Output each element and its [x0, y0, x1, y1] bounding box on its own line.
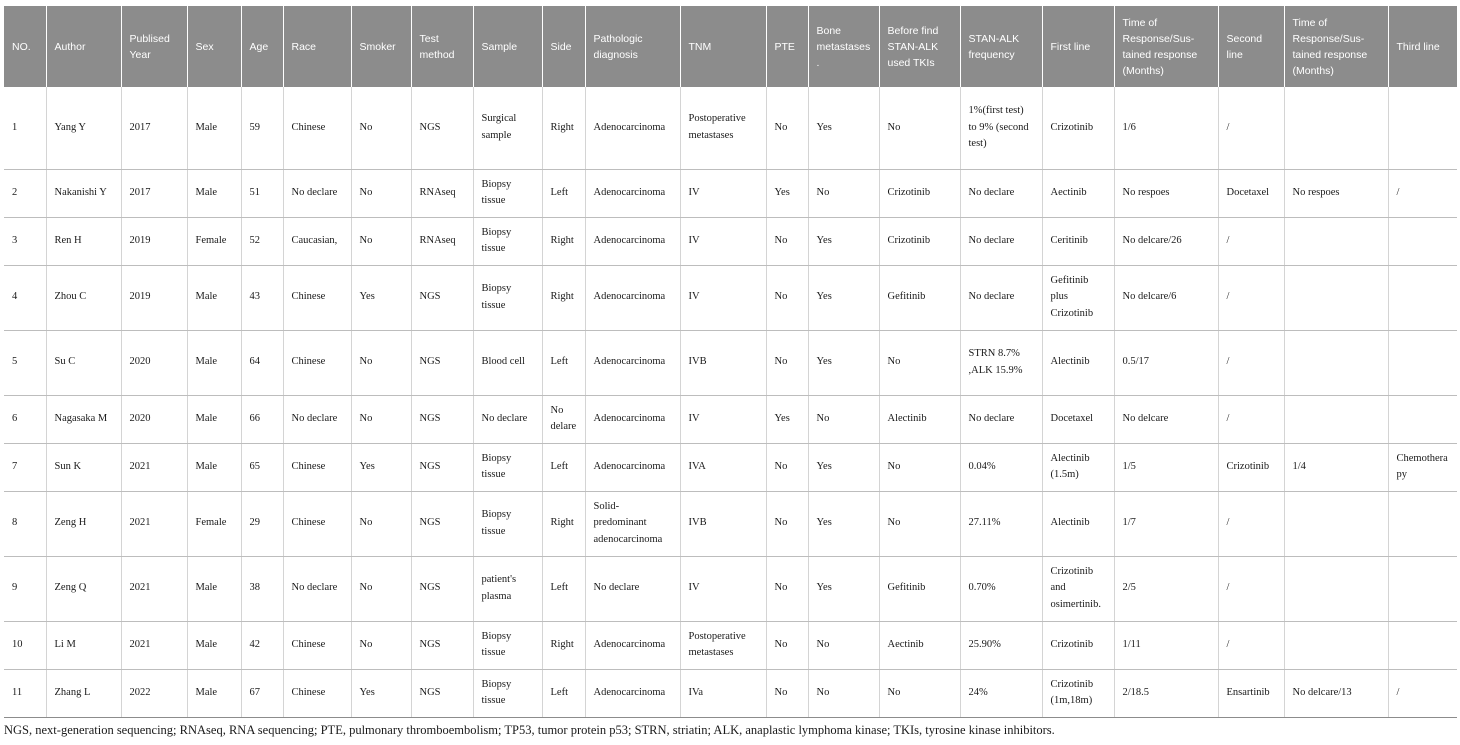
- table-cell: /: [1218, 395, 1284, 443]
- table-cell: 2021: [121, 621, 187, 669]
- table-cell: 1/4: [1284, 443, 1388, 491]
- header-row: [4, 6, 1457, 87]
- table-cell: Left: [542, 443, 585, 491]
- table-cell: 29: [241, 491, 283, 556]
- table-cell: No: [766, 443, 808, 491]
- table-cell: [1388, 395, 1457, 443]
- table-cell: Crizotinib: [1042, 87, 1114, 169]
- table-cell: 43: [241, 265, 283, 330]
- table-cell: Female: [187, 217, 241, 265]
- table-cell: [1284, 621, 1388, 669]
- table-cell: Biopsy tissue: [473, 265, 542, 330]
- table-cell: 2019: [121, 217, 187, 265]
- table-cell: NGS: [411, 265, 473, 330]
- table-row: [4, 491, 1457, 556]
- table-cell: Adenocarcinoma: [585, 265, 680, 330]
- table-cell: /: [1218, 621, 1284, 669]
- table-cell: Adenocarcinoma: [585, 217, 680, 265]
- table-cell: NGS: [411, 87, 473, 169]
- table-cell: [1388, 330, 1457, 395]
- table-cell: Blood cell: [473, 330, 542, 395]
- table-cell: IVA: [680, 443, 766, 491]
- table-cell: Zeng H: [46, 491, 121, 556]
- table-cell: No delcare/6: [1114, 265, 1218, 330]
- table-cell: 38: [241, 556, 283, 621]
- table-cell: 24%: [960, 669, 1042, 717]
- table-cell: No respoes: [1284, 169, 1388, 217]
- col-header-race: Race: [283, 6, 351, 87]
- table-cell: Chinese: [283, 265, 351, 330]
- table-cell: 59: [241, 87, 283, 169]
- table-cell: No delcare/26: [1114, 217, 1218, 265]
- table-cell: 6: [4, 395, 46, 443]
- table-row: [4, 443, 1457, 491]
- col-header-test-method: Test method: [411, 6, 473, 87]
- table-cell: Biopsy tissue: [473, 669, 542, 717]
- table-cell: Male: [187, 87, 241, 169]
- table-cell: Chemotherapy: [1388, 443, 1457, 491]
- table-cell: 3: [4, 217, 46, 265]
- table-cell: Su C: [46, 330, 121, 395]
- col-header-author: Author: [46, 6, 121, 87]
- table-cell: /: [1388, 669, 1457, 717]
- table-cell: [1284, 87, 1388, 169]
- table-cell: 25.90%: [960, 621, 1042, 669]
- table-cell: Yes: [351, 265, 411, 330]
- col-header-second-response: Time of Response/Sus-tained response (Months): [1284, 6, 1388, 87]
- table-cell: /: [1218, 87, 1284, 169]
- table-cell: No: [766, 265, 808, 330]
- col-header-smoker: Smoker: [351, 6, 411, 87]
- table-cell: /: [1218, 330, 1284, 395]
- table-cell: Yes: [808, 491, 879, 556]
- table-cell: 52: [241, 217, 283, 265]
- table-cell: 27.11%: [960, 491, 1042, 556]
- table-cell: Chinese: [283, 491, 351, 556]
- table-cell: No: [766, 330, 808, 395]
- table-cell: No: [766, 491, 808, 556]
- table-cell: Postoperative metastases: [680, 621, 766, 669]
- table-cell: No: [808, 395, 879, 443]
- table-cell: Zhang L: [46, 669, 121, 717]
- table-cell: 65: [241, 443, 283, 491]
- table-cell: Gefitinib: [879, 265, 960, 330]
- table-cell: 2017: [121, 87, 187, 169]
- table-cell: Caucasian,: [283, 217, 351, 265]
- table-cell: Right: [542, 217, 585, 265]
- table-cell: NGS: [411, 556, 473, 621]
- col-header-second-line: Second line: [1218, 6, 1284, 87]
- table-cell: Ensartinib: [1218, 669, 1284, 717]
- table-cell: 51: [241, 169, 283, 217]
- table-cell: Male: [187, 395, 241, 443]
- table-cell: Male: [187, 330, 241, 395]
- table-row: [4, 395, 1457, 443]
- table-cell: /: [1218, 491, 1284, 556]
- table-cell: No: [879, 669, 960, 717]
- col-header-third-line: Third line: [1388, 6, 1457, 87]
- table-cell: patient's plasma: [473, 556, 542, 621]
- table-body: [4, 87, 1457, 717]
- table-cell: No: [808, 669, 879, 717]
- table-cell: No declare: [960, 217, 1042, 265]
- table-cell: No declare: [283, 395, 351, 443]
- table-cell: Surgical sample: [473, 87, 542, 169]
- table-cell: /: [1388, 169, 1457, 217]
- table-cell: Crizotinib and osimertinib.: [1042, 556, 1114, 621]
- table-cell: 2021: [121, 443, 187, 491]
- table-cell: Crizotinib: [879, 217, 960, 265]
- table-cell: Zhou C: [46, 265, 121, 330]
- table-cell: 2021: [121, 556, 187, 621]
- table-cell: Nakanishi Y: [46, 169, 121, 217]
- table-cell: Adenocarcinoma: [585, 443, 680, 491]
- col-header-side: Side: [542, 6, 585, 87]
- table-cell: No: [766, 621, 808, 669]
- col-header-prior-tkis: Before find STAN-ALK used TKIs: [879, 6, 960, 87]
- table-cell: Biopsy tissue: [473, 443, 542, 491]
- table-cell: Crizotinib: [1042, 621, 1114, 669]
- table-cell: No: [351, 217, 411, 265]
- table-cell: No declare: [283, 556, 351, 621]
- table-cell: Right: [542, 265, 585, 330]
- table-cell: [1284, 217, 1388, 265]
- table-cell: RNAseq: [411, 169, 473, 217]
- table-cell: Female: [187, 491, 241, 556]
- table-cell: Chinese: [283, 669, 351, 717]
- table-cell: No declare: [960, 395, 1042, 443]
- table-cell: 42: [241, 621, 283, 669]
- table-wrapper: [4, 6, 1456, 718]
- table-cell: 0.5/17: [1114, 330, 1218, 395]
- table-cell: 66: [241, 395, 283, 443]
- table-cell: Left: [542, 330, 585, 395]
- table-cell: 1/6: [1114, 87, 1218, 169]
- table-cell: Male: [187, 265, 241, 330]
- table-cell: [1388, 621, 1457, 669]
- table-cell: No: [766, 556, 808, 621]
- table-cell: No delcare: [1114, 395, 1218, 443]
- table-cell: 2020: [121, 330, 187, 395]
- table-row: [4, 169, 1457, 217]
- table-cell: No declare: [960, 265, 1042, 330]
- table-cell: Gefitinib: [879, 556, 960, 621]
- table-cell: Gefitinib plus Crizotinib: [1042, 265, 1114, 330]
- table-cell: IV: [680, 556, 766, 621]
- table-cell: Adenocarcinoma: [585, 395, 680, 443]
- table-cell: Right: [542, 87, 585, 169]
- col-header-no: NO.: [4, 6, 46, 87]
- table-cell: 0.70%: [960, 556, 1042, 621]
- table-cell: NGS: [411, 395, 473, 443]
- table-cell: [1284, 491, 1388, 556]
- table-cell: Yes: [808, 556, 879, 621]
- table-cell: 5: [4, 330, 46, 395]
- table-cell: Right: [542, 621, 585, 669]
- col-header-frequency: STAN-ALK frequency: [960, 6, 1042, 87]
- table-cell: 2022: [121, 669, 187, 717]
- table-cell: Ren H: [46, 217, 121, 265]
- table-cell: Yes: [808, 265, 879, 330]
- table-cell: 10: [4, 621, 46, 669]
- table-cell: Adenocarcinoma: [585, 669, 680, 717]
- table-cell: No: [808, 169, 879, 217]
- table-cell: Adenocarcinoma: [585, 87, 680, 169]
- table-cell: Yang Y: [46, 87, 121, 169]
- table-cell: Chinese: [283, 87, 351, 169]
- table-cell: Chinese: [283, 443, 351, 491]
- data-table: [4, 6, 1457, 718]
- table-cell: Male: [187, 669, 241, 717]
- table-cell: Biopsy tissue: [473, 217, 542, 265]
- col-header-first-response: Time of Response/Sus-tained response (Months): [1114, 6, 1218, 87]
- table-cell: No delare: [542, 395, 585, 443]
- table-cell: No: [351, 330, 411, 395]
- table-cell: No delcare/13: [1284, 669, 1388, 717]
- col-header-tnm: TNM: [680, 6, 766, 87]
- table-cell: No: [351, 556, 411, 621]
- table-cell: No: [808, 621, 879, 669]
- table-cell: IV: [680, 217, 766, 265]
- table-cell: No: [351, 491, 411, 556]
- table-cell: Adenocarcinoma: [585, 330, 680, 395]
- table-cell: IV: [680, 395, 766, 443]
- table-row: [4, 330, 1457, 395]
- table-cell: Crizotinib (1m,18m): [1042, 669, 1114, 717]
- table-cell: Li M: [46, 621, 121, 669]
- table-cell: Postoperative metastases: [680, 87, 766, 169]
- col-header-pte: PTE: [766, 6, 808, 87]
- table-cell: Yes: [808, 217, 879, 265]
- table-cell: Left: [542, 169, 585, 217]
- table-cell: [1388, 491, 1457, 556]
- table-cell: Ceritinib: [1042, 217, 1114, 265]
- table-cell: Alectinib (1.5m): [1042, 443, 1114, 491]
- table-cell: Chinese: [283, 330, 351, 395]
- table-cell: IV: [680, 265, 766, 330]
- table-row: [4, 556, 1457, 621]
- table-cell: No declare: [473, 395, 542, 443]
- table-cell: No: [351, 169, 411, 217]
- table-cell: 2/18.5: [1114, 669, 1218, 717]
- table-cell: No respoes: [1114, 169, 1218, 217]
- table-cell: NGS: [411, 669, 473, 717]
- table-cell: RNAseq: [411, 217, 473, 265]
- table-cell: [1388, 556, 1457, 621]
- table-cell: No declare: [283, 169, 351, 217]
- table-cell: 2019: [121, 265, 187, 330]
- table-cell: [1284, 265, 1388, 330]
- table-cell: 2/5: [1114, 556, 1218, 621]
- table-cell: Sun K: [46, 443, 121, 491]
- table-cell: No: [879, 330, 960, 395]
- table-cell: 4: [4, 265, 46, 330]
- table-cell: No: [351, 621, 411, 669]
- table-cell: NGS: [411, 443, 473, 491]
- table-cell: Alectinib: [879, 395, 960, 443]
- table-cell: 2021: [121, 491, 187, 556]
- table-cell: 7: [4, 443, 46, 491]
- table-cell: 2017: [121, 169, 187, 217]
- table-cell: Crizotinib: [879, 169, 960, 217]
- table-cell: 1%(first test) to 9% (second test): [960, 87, 1042, 169]
- col-header-year: Publised Year: [121, 6, 187, 87]
- table-footnote: NGS, next-generation sequencing; RNAseq, RNA sequencing; PTE, pulmonary thromboembolism; TP53, tumor protein p53; STRN, striatin; ALK, anaplastic lymphoma kinase; TKIs, tyrosine kinase inhibitors.: [4, 723, 1055, 737]
- table-cell: Nagasaka M: [46, 395, 121, 443]
- table-cell: No: [766, 217, 808, 265]
- table-cell: [1388, 265, 1457, 330]
- table-cell: No: [766, 87, 808, 169]
- table-row: [4, 87, 1457, 169]
- table-cell: /: [1218, 265, 1284, 330]
- table-cell: No: [879, 491, 960, 556]
- table-row: [4, 621, 1457, 669]
- table-cell: Alectinib: [1042, 330, 1114, 395]
- table-cell: No: [879, 87, 960, 169]
- table-cell: 0.04%: [960, 443, 1042, 491]
- table-cell: [1284, 395, 1388, 443]
- table-cell: Biopsy tissue: [473, 491, 542, 556]
- table-cell: IVB: [680, 491, 766, 556]
- table-cell: No: [351, 87, 411, 169]
- col-header-pathologic-diagnosis: Pathologic diagnosis: [585, 6, 680, 87]
- table-cell: 1/11: [1114, 621, 1218, 669]
- table-cell: Yes: [808, 330, 879, 395]
- table-cell: [1388, 87, 1457, 169]
- table-cell: Yes: [766, 169, 808, 217]
- table-cell: Docetaxel: [1218, 169, 1284, 217]
- table-cell: No: [766, 669, 808, 717]
- table-cell: Alectinib: [1042, 491, 1114, 556]
- col-header-sex: Sex: [187, 6, 241, 87]
- table-cell: NGS: [411, 621, 473, 669]
- table-cell: [1388, 217, 1457, 265]
- table-cell: Chinese: [283, 621, 351, 669]
- table-cell: Male: [187, 443, 241, 491]
- table-cell: Zeng Q: [46, 556, 121, 621]
- table-cell: Biopsy tissue: [473, 621, 542, 669]
- table-cell: Yes: [351, 669, 411, 717]
- table-cell: Docetaxel: [1042, 395, 1114, 443]
- table-cell: Male: [187, 169, 241, 217]
- table-cell: 1/7: [1114, 491, 1218, 556]
- table-row: [4, 217, 1457, 265]
- table-cell: Yes: [808, 87, 879, 169]
- table-cell: 8: [4, 491, 46, 556]
- table-cell: Left: [542, 556, 585, 621]
- table-cell: Solid-predominant adenocarcinoma: [585, 491, 680, 556]
- table-cell: 2020: [121, 395, 187, 443]
- table-cell: Biopsy tissue: [473, 169, 542, 217]
- col-header-age: Age: [241, 6, 283, 87]
- table-cell: IVa: [680, 669, 766, 717]
- table-cell: Right: [542, 491, 585, 556]
- col-header-first-line: First line: [1042, 6, 1114, 87]
- col-header-sample: Sample: [473, 6, 542, 87]
- table-cell: No declare: [585, 556, 680, 621]
- table-cell: Aectinib: [879, 621, 960, 669]
- table-cell: Crizotinib: [1218, 443, 1284, 491]
- table-cell: Adenocarcinoma: [585, 621, 680, 669]
- table-cell: /: [1218, 556, 1284, 621]
- table-cell: Male: [187, 556, 241, 621]
- table-cell: 67: [241, 669, 283, 717]
- table-cell: /: [1218, 217, 1284, 265]
- table-cell: 9: [4, 556, 46, 621]
- table-cell: 1/5: [1114, 443, 1218, 491]
- table-cell: No: [351, 395, 411, 443]
- table-cell: Male: [187, 621, 241, 669]
- table-cell: Yes: [351, 443, 411, 491]
- table-cell: Left: [542, 669, 585, 717]
- table-cell: IV: [680, 169, 766, 217]
- table-cell: IVB: [680, 330, 766, 395]
- table-cell: 1: [4, 87, 46, 169]
- table-cell: 11: [4, 669, 46, 717]
- table-cell: [1284, 556, 1388, 621]
- table-row: [4, 265, 1457, 330]
- table-cell: STRN 8.7% ,ALK 15.9%: [960, 330, 1042, 395]
- table-cell: Yes: [808, 443, 879, 491]
- col-header-bone-metastases: Bone metastases.: [808, 6, 879, 87]
- table-cell: NGS: [411, 491, 473, 556]
- table-cell: No declare: [960, 169, 1042, 217]
- table-row: [4, 669, 1457, 717]
- table-cell: Adenocarcinoma: [585, 169, 680, 217]
- table-cell: No: [879, 443, 960, 491]
- table-cell: 64: [241, 330, 283, 395]
- table-cell: Aectinib: [1042, 169, 1114, 217]
- table-cell: NGS: [411, 330, 473, 395]
- table-cell: 2: [4, 169, 46, 217]
- table-cell: Yes: [766, 395, 808, 443]
- table-cell: [1284, 330, 1388, 395]
